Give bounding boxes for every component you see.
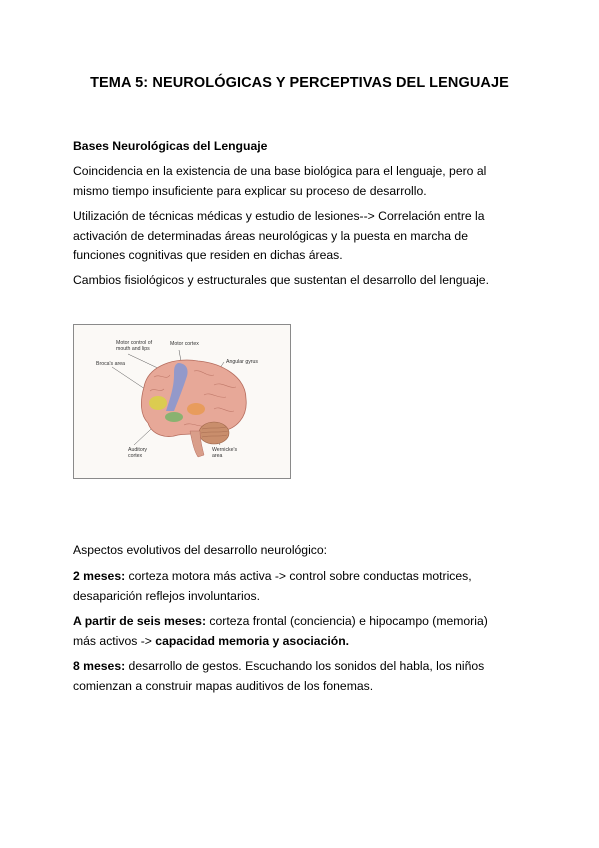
text-line: activación de determinadas áreas neurológicas y la puesta en marcha de — [73, 228, 468, 243]
item-label: 2 meses: — [73, 569, 126, 583]
paragraph-cambios: Cambios fisiológicos y estructurales que sustentan el desarrollo del lenguaje. — [73, 273, 489, 287]
item-text: más activos -> — [73, 633, 156, 648]
item-label: 8 meses: — [73, 659, 126, 673]
item-seis-meses — [73, 612, 533, 651]
item-2-meses — [73, 567, 533, 606]
brain-diagram — [73, 324, 291, 479]
text-line: Utilización de técnicas médicas y estudio de lesiones--> Correlación entre la — [73, 209, 485, 223]
brain-illustration — [74, 325, 290, 478]
item-text: corteza motora más activa -> control sobre conductas motrices, — [125, 569, 472, 583]
item-text: corteza frontal (conciencia) e hipocampo (memoria) — [206, 614, 488, 628]
text-line: desaparición reflejos involuntarios. — [73, 588, 260, 603]
text-line: Coincidencia en la existencia de una base biológica para el lenguaje, pero al — [73, 164, 487, 178]
page-title: TEMA 5: NEUROLÓGICAS Y PERCEPTIVAS DEL LENGUAJE — [90, 75, 509, 91]
brocas-area-label: Broca's area — [96, 361, 125, 367]
aspects-heading: Aspectos evolutivos del desarrollo neurológico: — [73, 543, 328, 557]
text-line: comienzan a construir mapas auditivos de los fonemas. — [73, 678, 374, 693]
wernickes-area-label: Wernicke's — [212, 447, 238, 453]
text-line — [73, 567, 533, 587]
broca-region — [149, 396, 167, 410]
text-line — [73, 612, 533, 632]
motor-control-label: Motor control of — [116, 340, 153, 346]
auditory-cortex-label: Auditory — [128, 447, 148, 453]
cerebellum-shape — [199, 422, 229, 444]
text-line: mismo tiempo insuficiente para explicar su proceso de desarrollo. — [73, 183, 427, 198]
motor-cortex-label: Motor cortex — [170, 341, 199, 347]
text-line — [73, 657, 533, 677]
paragraph-utilizacion — [73, 207, 533, 266]
item-emphasis: capacidad memoria y asociación. — [155, 633, 350, 648]
wernicke-region — [187, 403, 205, 415]
auditory-region — [165, 412, 183, 422]
text-line — [73, 632, 533, 652]
wernickes-area-label-line2: area — [212, 453, 223, 459]
item-text: desarrollo de gestos. Escuchando los sonidos del habla, los niños — [125, 659, 485, 673]
angular-gyrus-label: Angular gyrus — [226, 359, 259, 365]
item-label: A partir de seis meses: — [73, 614, 206, 628]
item-8-meses — [73, 657, 533, 696]
paragraph-coincidencia — [73, 162, 533, 201]
text-line: funciones cognitivas que residen en dichas áreas. — [73, 248, 343, 262]
auditory-cortex-label-line2: cortex — [128, 453, 143, 459]
section-heading: Bases Neurológicas del Lenguaje — [73, 139, 268, 153]
motor-control-label-line2: mouth and lips — [116, 346, 150, 352]
